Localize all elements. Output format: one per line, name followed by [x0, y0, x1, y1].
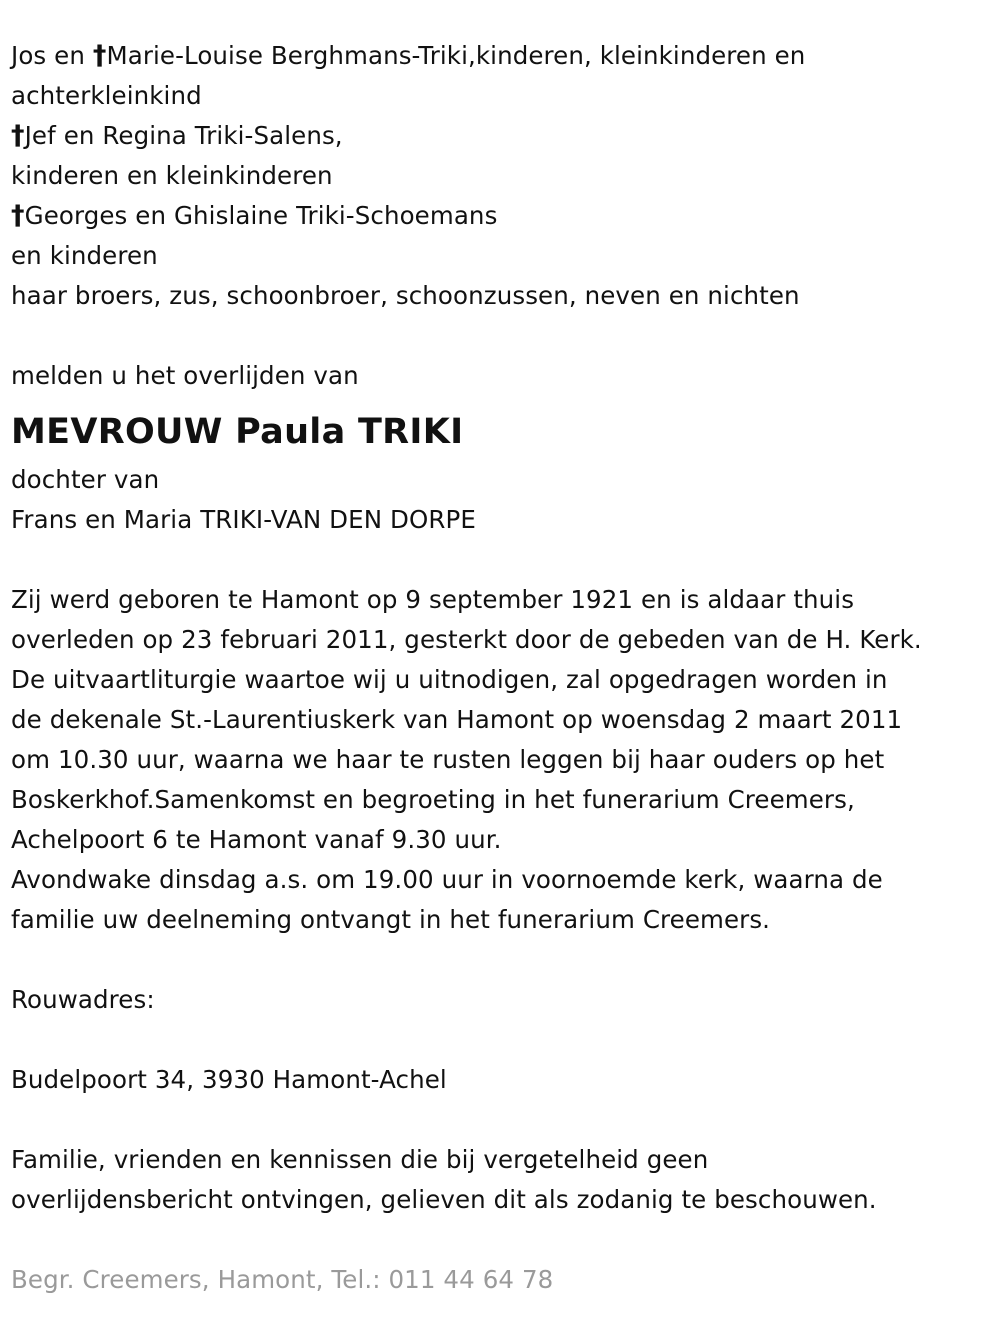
family-line	[11, 36, 988, 76]
daughter-of-label: dochter van	[11, 465, 160, 494]
body-line: om 10.30 uur, waarna we haar te rusten leggen bij haar ouders op het	[11, 745, 885, 774]
family-line	[11, 196, 988, 236]
family-line-text: Georges en Ghislaine Triki-Schoemans	[24, 201, 498, 230]
body-line: Boskerkhof.Samenkomst en begroeting in het funerarium Creemers,	[11, 785, 855, 814]
family-line-text: Marie-Louise Berghmans-Triki,kinderen, kleinkinderen en	[106, 41, 806, 70]
notice-line: Familie, vrienden en kennissen die bij vergetelheid geen	[11, 1145, 709, 1174]
body-line: de dekenale St.-Laurentiuskerk van Hamont op woensdag 2 maart 2011	[11, 705, 903, 734]
address-value: Budelpoort 34, 3930 Hamont-Achel	[11, 1065, 447, 1094]
spacer	[11, 1220, 988, 1260]
family-line-text: Jef en Regina Triki-Salens,	[24, 121, 343, 150]
spacer	[11, 1100, 988, 1140]
spacer	[11, 540, 988, 580]
family-line: en kinderen	[11, 241, 158, 270]
family-line: kinderen en kleinkinderen	[11, 161, 333, 190]
family-line: haar broers, zus, schoonbroer, schoonzussen, neven en nichten	[11, 281, 800, 310]
deceased-name: MEVROUW Paula TRIKI	[11, 412, 464, 452]
cross-icon: †	[11, 120, 25, 151]
funeral-home-footer: Begr. Creemers, Hamont, Tel.: 011 44 64 78	[11, 1265, 554, 1294]
family-line	[11, 116, 988, 156]
body-line: overleden op 23 februari 2011, gesterkt door de gebeden van de H. Kerk.	[11, 625, 922, 654]
family-line-text: Jos en	[11, 41, 93, 70]
spacer	[11, 940, 988, 980]
family-line: achterkleinkind	[11, 81, 202, 110]
body-line: Avondwake dinsdag a.s. om 19.00 uur in voornoemde kerk, waarna de	[11, 865, 883, 894]
body-line: De uitvaartliturgie waartoe wij u uitnodigen, zal opgedragen worden in	[11, 665, 888, 694]
notice-line: overlijdensbericht ontvingen, gelieven dit als zodanig te beschouwen.	[11, 1185, 877, 1214]
body-line: Achelpoort 6 te Hamont vanaf 9.30 uur.	[11, 825, 502, 854]
parents-names: Frans en Maria TRIKI-VAN DEN DORPE	[11, 505, 476, 534]
body-line: Zij werd geboren te Hamont op 9 september 1921 en is aldaar thuis	[11, 585, 855, 614]
cross-icon: †	[11, 200, 25, 231]
cross-icon: †	[92, 40, 107, 71]
announcement-text: melden u het overlijden van	[11, 361, 359, 390]
spacer	[11, 316, 988, 356]
body-line: familie uw deelneming ontvangt in het funerarium Creemers.	[11, 905, 771, 934]
address-label: Rouwadres:	[11, 985, 155, 1014]
spacer	[11, 1020, 988, 1060]
